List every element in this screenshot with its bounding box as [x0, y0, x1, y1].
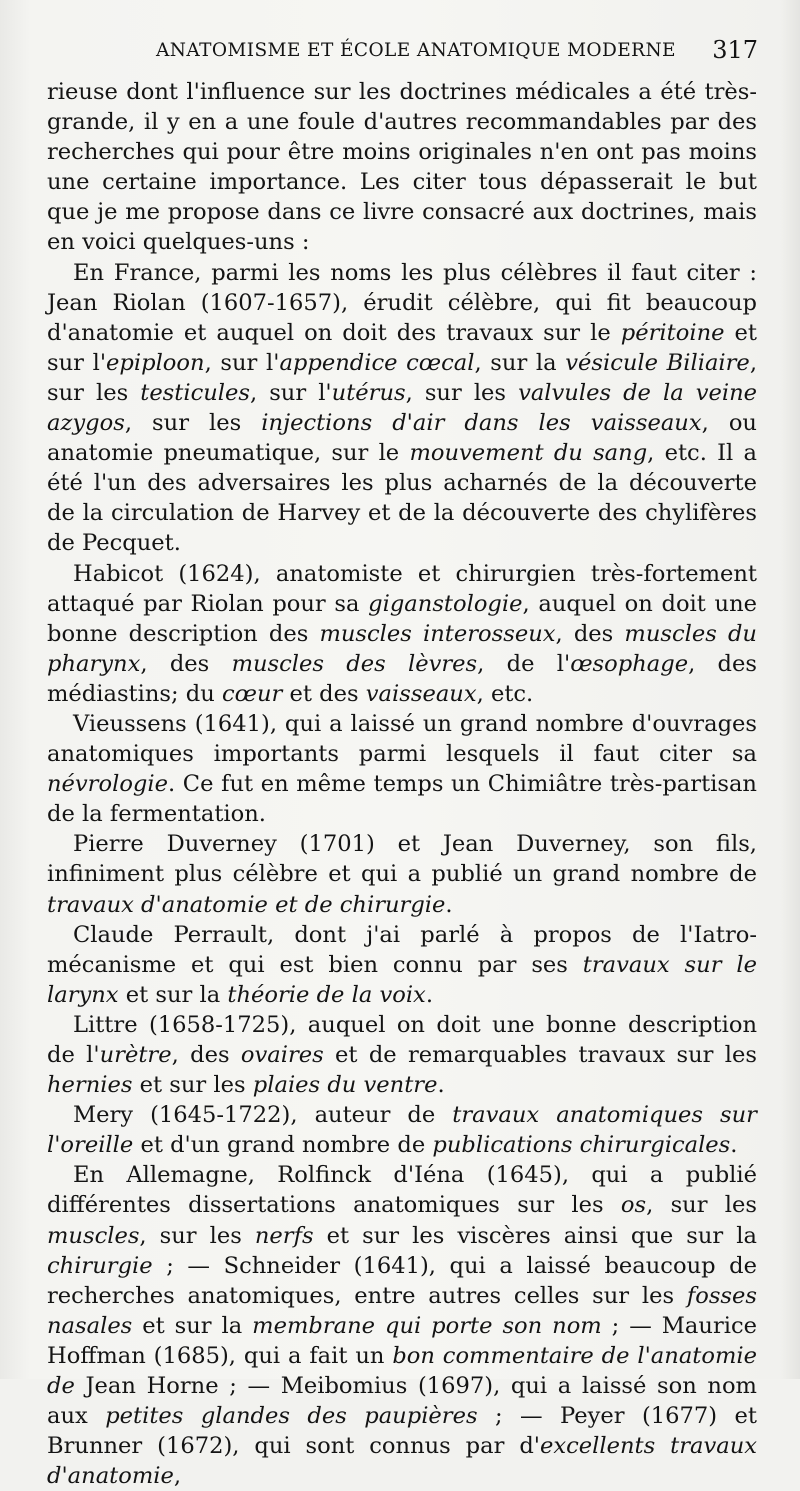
text-run: , sur les — [124, 410, 262, 437]
italic-text: plaies du ventre — [252, 1072, 438, 1099]
text-run: Jean Horne ; — Meibomius (1697), qui a laissé son nom aux — [47, 1373, 757, 1430]
italic-text: travaux anatomiques sur l'oreille — [47, 1102, 757, 1159]
text-run: En France, parmi les noms les plus célèbres il faut citer : Jean Riolan (1607-1657), érudit célèbre, qui fit beaucoup d'anatomie et auquel on doit des travaux sur le — [47, 259, 757, 346]
text-run: Mery (1645-1722), auteur de — [73, 1102, 453, 1129]
italic-text: muscles des lèvres — [231, 650, 478, 677]
text-run: Vieussens (1641), qui a laissé un grand nombre d'ouvrages anatomiques importants parmi lesquels il faut citer sa — [47, 710, 757, 768]
text-run: et des — [282, 680, 366, 707]
text-run: et sur les viscères ainsi que sur la — [313, 1222, 757, 1249]
body-text — [47, 77, 757, 1491]
italic-text: muscles interosseux — [319, 620, 556, 647]
page-number: 317 — [712, 36, 758, 64]
text-run: , sur les — [405, 379, 519, 406]
italic-text: péritoine — [620, 319, 725, 346]
paragraph — [47, 559, 757, 709]
italic-text: hernies — [47, 1072, 133, 1099]
italic-text: valvules de la veine azygos — [47, 379, 757, 437]
italic-text: bon commentaire de l'anatomie de — [47, 1342, 757, 1400]
text-run: , sur les — [646, 1192, 757, 1219]
paragraph — [47, 709, 757, 829]
italic-text: injections d'air dans les vaisseaux — [261, 410, 702, 437]
italic-text: nerfs — [254, 1222, 314, 1249]
italic-text: névrologie — [47, 771, 168, 798]
text-run: et de remarquables travaux sur les — [323, 1042, 758, 1068]
text-run: , des — [171, 1042, 241, 1068]
text-run: , auquel on doit une bonne description des — [47, 590, 757, 647]
text-run: En Allemagne, Rolfinck d'Iéna (1645), qui a publié différentes dissertations anatomiques sur les — [47, 1162, 757, 1219]
text-run: , sur l' — [249, 379, 332, 406]
text-run: . — [437, 1072, 445, 1099]
paragraph — [47, 77, 757, 258]
text-run: ; — Peyer (1677) et Brunner (1672), qui sont connus par d' — [47, 1403, 757, 1460]
text-run: , sur les — [47, 349, 757, 406]
italic-text: œsophage — [570, 650, 689, 677]
italic-text: membrane qui porte son nom — [252, 1312, 602, 1339]
italic-text: théorie de la voix — [227, 981, 426, 1008]
text-run: et d'un grand nombre de — [133, 1132, 433, 1159]
italic-text: epiploon — [106, 349, 205, 376]
text-run: , ou anatomie pneumatique, sur le — [47, 410, 757, 467]
running-title: ANATOMISME ET ÉCOLE ANATOMIQUE MODERNE — [156, 40, 676, 61]
italic-text: chirurgie — [47, 1252, 153, 1279]
paragraph — [47, 1160, 757, 1491]
text-run: , — [173, 1463, 182, 1490]
italic-text: vaisseaux — [365, 680, 477, 707]
italic-text: publications chirurgicales — [432, 1132, 731, 1159]
text-run: . — [445, 891, 453, 918]
text-run: , des — [140, 650, 232, 677]
text-run: , etc. Il a été l'un des adversaires les plus acharnés de la découverte de la circulation de Harvey et de la découverte des chylifères de Pecquet. — [47, 440, 757, 557]
text-run: et sur les — [132, 1072, 253, 1099]
text-run: et sur la — [132, 1312, 253, 1339]
italic-text: vésicule Biliaire — [565, 349, 750, 376]
text-run: et sur la — [118, 981, 228, 1008]
italic-text: appendice cœcal — [279, 349, 475, 376]
text-run: . — [425, 981, 433, 1008]
italic-text: petites glandes des paupières — [105, 1403, 478, 1430]
italic-text: giganstologie — [368, 590, 523, 617]
text-run: , etc. — [476, 680, 534, 707]
text-run: , sur la — [474, 349, 566, 376]
italic-text: os — [620, 1192, 647, 1219]
text-run: Littre (1658-1725), auquel on doit une bonne description de l' — [47, 1011, 757, 1068]
italic-text: muscles — [47, 1222, 140, 1249]
text-run: , des — [555, 620, 625, 647]
italic-text: cœur — [222, 680, 283, 707]
italic-text: fosses nasales — [47, 1282, 757, 1339]
text-run: Pierre Duverney (1701) et Jean Duverney, son fils, infiniment plus célèbre et qui a publié un grand nombre de — [47, 831, 757, 888]
italic-text: mouvement du sang — [409, 440, 648, 467]
paragraph — [47, 258, 757, 559]
text-run: . Ce fut en même temps un Chimiâtre très-partisan de la fermentation. — [47, 771, 757, 828]
text-run: Habicot (1624), anatomiste et chirurgien très-fortement attaqué par Riolan pour sa — [47, 560, 757, 617]
italic-text: utérus — [331, 379, 406, 406]
italic-text: ovaires — [240, 1042, 324, 1068]
italic-text: muscles du pharynx — [47, 620, 757, 677]
paragraph — [47, 829, 757, 919]
text-run: . — [730, 1132, 738, 1159]
text-run: , sur l' — [204, 349, 280, 376]
text-run: ; — Schneider (1641), qui a laissé beaucoup de recherches anatomiques, entre autres celles sur les — [47, 1252, 757, 1309]
text-run: ; — Maurice Hoffman (1685), qui a fait un — [47, 1312, 757, 1369]
text-run: et sur l' — [47, 319, 758, 376]
text-run: , des médiastins; du — [47, 650, 757, 707]
italic-text: travaux sur le larynx — [47, 951, 757, 1008]
italic-text: travaux d'anatomie et de chirurgie — [47, 891, 446, 918]
italic-text: urètre — [99, 1042, 172, 1068]
paragraph — [47, 920, 757, 1010]
italic-text: testicules — [140, 379, 250, 406]
italic-text: excellents travaux d'anatomie — [47, 1433, 757, 1490]
text-run: rieuse dont l'influence sur les doctrines médicales a été très-grande, il y en a une foule d'autres recommandables par des recherches qui pour être moins originales n'en ont pas moins une certaine importance. Les citer tous dépasserait le but que je me propose dans ce livre consacré aux doctrines, mais en voici quelques-uns : — [47, 79, 757, 256]
text-run: , de l' — [477, 650, 571, 677]
page-header — [48, 36, 758, 68]
paragraph — [47, 1100, 757, 1160]
text-run: Claude Perrault, dont j'ai parlé à propos de l'Iatro-mécanisme et qui est bien connu par ses — [47, 921, 757, 978]
text-run: , sur les — [139, 1222, 255, 1249]
paragraph — [47, 1010, 757, 1100]
